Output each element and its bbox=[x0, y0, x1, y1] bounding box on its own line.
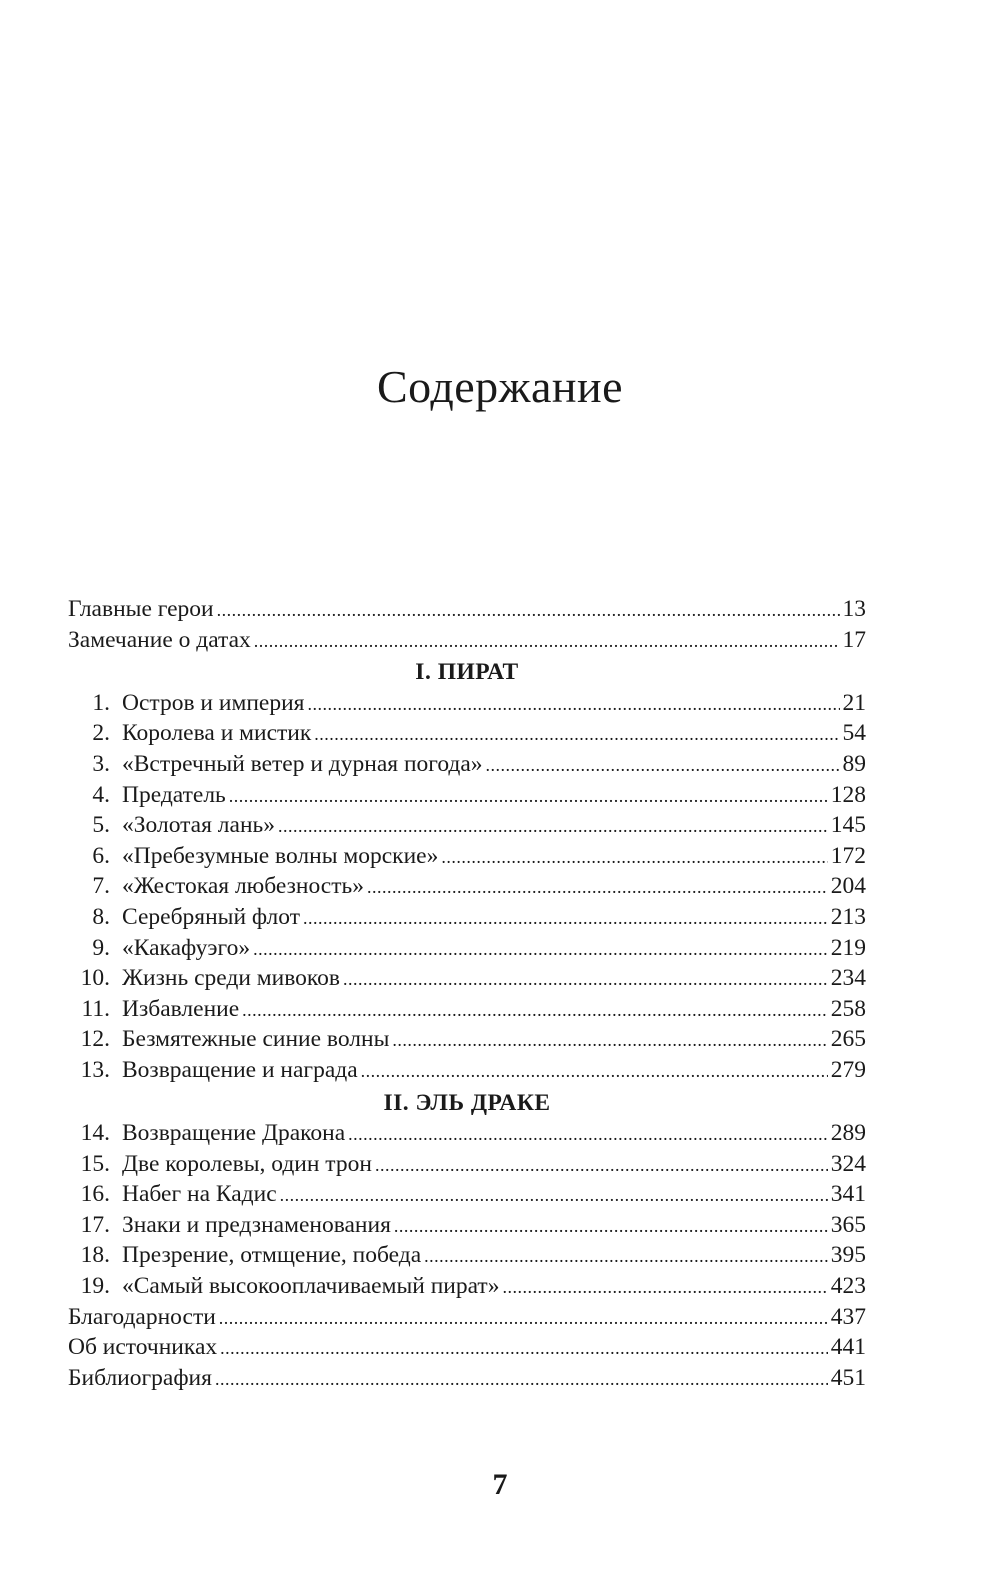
chapter-page: 234 bbox=[830, 965, 866, 992]
chapter-number: 9. bbox=[92, 934, 110, 961]
chapter-number: 10. bbox=[80, 965, 110, 992]
chapter-number: 13. bbox=[80, 1056, 110, 1083]
chapter-number: 19. bbox=[80, 1273, 110, 1300]
chapter-title: «Самый высокооплачиваемый пират» bbox=[122, 1273, 500, 1300]
chapter-title: «Золотая лань» bbox=[122, 812, 276, 839]
chapter-number: 7. bbox=[92, 873, 110, 900]
toc-chapter-row[interactable] bbox=[68, 1271, 866, 1302]
dot-leader bbox=[219, 1303, 828, 1334]
chapter-title: Знаки и предзнаменования bbox=[122, 1211, 391, 1238]
toc-chapter-row[interactable] bbox=[68, 1210, 866, 1241]
chapter-page: 423 bbox=[830, 1273, 866, 1300]
chapter-number: 11. bbox=[81, 995, 110, 1022]
chapter-number: 6. bbox=[92, 842, 110, 869]
chapter-number: 3. bbox=[92, 750, 110, 777]
toc-chapter-row[interactable] bbox=[68, 871, 866, 902]
chapter-title: Две королевы, один трон bbox=[122, 1150, 372, 1177]
toc-entry-note-on-dates[interactable] bbox=[68, 625, 866, 656]
toc-chapter-row[interactable] bbox=[68, 749, 866, 780]
toc-entry-label: Благодарности bbox=[68, 1303, 216, 1330]
chapter-page: 289 bbox=[830, 1120, 866, 1147]
chapter-title: Остров и империя bbox=[122, 689, 305, 716]
chapter-number: 18. bbox=[80, 1242, 110, 1269]
dot-leader bbox=[217, 595, 840, 626]
part-2-heading: II. ЭЛЬ ДРАКЕ bbox=[383, 1089, 551, 1116]
part-1-chapter-list bbox=[68, 688, 866, 1086]
toc-entry-label: Главные герои bbox=[68, 596, 214, 622]
dot-leader bbox=[348, 1119, 828, 1150]
chapter-page: 219 bbox=[830, 934, 866, 961]
dot-leader bbox=[220, 1333, 828, 1364]
dot-leader bbox=[375, 1150, 828, 1181]
toc-chapter-row[interactable] bbox=[68, 1055, 866, 1086]
chapter-page: 265 bbox=[830, 1026, 866, 1053]
toc-chapter-row[interactable] bbox=[68, 1149, 866, 1180]
chapter-page: 341 bbox=[830, 1181, 866, 1208]
dot-leader bbox=[361, 1056, 828, 1087]
toc-entry-label: Замечание о датах bbox=[68, 626, 251, 653]
toc-entry-main-characters[interactable] bbox=[68, 594, 866, 625]
dot-leader bbox=[278, 811, 828, 842]
dot-leader bbox=[486, 750, 840, 781]
chapter-page: 21 bbox=[842, 689, 866, 716]
dot-leader bbox=[367, 872, 828, 903]
toc-chapter-row[interactable] bbox=[68, 1240, 866, 1271]
chapter-page: 324 bbox=[830, 1150, 866, 1177]
chapter-page: 279 bbox=[830, 1056, 866, 1083]
toc-chapter-row[interactable] bbox=[68, 780, 866, 811]
chapter-page: 213 bbox=[830, 903, 866, 930]
dot-leader bbox=[392, 1025, 827, 1056]
chapter-page: 54 bbox=[842, 720, 866, 747]
toc-entry-label: Об источниках bbox=[68, 1334, 218, 1361]
chapter-number: 8. bbox=[92, 903, 110, 930]
chapter-number: 15. bbox=[80, 1150, 110, 1177]
toc-entry-acknowledgements[interactable] bbox=[68, 1302, 866, 1333]
toc-chapter-row[interactable] bbox=[68, 963, 866, 994]
toc-entry-page: 451 bbox=[830, 1364, 866, 1391]
toc-chapter-row[interactable] bbox=[68, 933, 866, 964]
toc-chapter-row[interactable] bbox=[68, 810, 866, 841]
dot-leader bbox=[229, 781, 828, 812]
chapter-number: 5. bbox=[92, 812, 110, 839]
dot-leader bbox=[253, 934, 828, 965]
chapter-title: Набег на Кадис bbox=[122, 1181, 277, 1208]
chapter-page: 204 bbox=[830, 873, 866, 900]
part-2-chapter-list bbox=[68, 1118, 866, 1302]
dot-leader bbox=[242, 995, 828, 1026]
dot-leader bbox=[441, 842, 827, 873]
dot-leader bbox=[314, 719, 839, 750]
chapter-title: «Встречный ветер и дурная погода» bbox=[122, 750, 483, 777]
chapter-page: 172 bbox=[830, 842, 866, 869]
toc-entry-page: 437 bbox=[830, 1303, 866, 1330]
toc-entry-page: 441 bbox=[830, 1334, 866, 1361]
toc-entry-bibliography[interactable] bbox=[68, 1363, 866, 1394]
toc-chapter-row[interactable] bbox=[68, 1179, 866, 1210]
part-1-heading: I. ПИРАТ bbox=[415, 659, 519, 686]
chapter-page: 395 bbox=[830, 1242, 866, 1269]
chapter-number: 17. bbox=[80, 1211, 110, 1238]
chapter-title: Избавление bbox=[122, 995, 240, 1022]
chapter-title: «Жестокая любезность» bbox=[122, 873, 364, 900]
toc-chapter-row[interactable] bbox=[68, 994, 866, 1025]
chapter-title: Предатель bbox=[122, 781, 226, 808]
dot-leader bbox=[254, 626, 840, 657]
dot-leader bbox=[424, 1241, 828, 1272]
toc-entry-page: 17 bbox=[842, 626, 866, 653]
toc-entry-sources[interactable] bbox=[68, 1332, 866, 1363]
chapter-number: 16. bbox=[80, 1181, 110, 1208]
dot-leader bbox=[343, 964, 828, 995]
chapter-title: Презрение, отмщение, победа bbox=[122, 1242, 422, 1269]
toc-chapter-row[interactable] bbox=[68, 1024, 866, 1055]
chapter-title: «Пребезумные волны морские» bbox=[122, 842, 439, 869]
chapter-page: 145 bbox=[830, 812, 866, 839]
dot-leader bbox=[394, 1211, 828, 1242]
toc-entry-page: 13 bbox=[842, 596, 866, 622]
chapter-number: 14. bbox=[80, 1120, 110, 1147]
chapter-title: Серебряный флот bbox=[122, 903, 300, 930]
toc-chapter-row[interactable] bbox=[68, 1118, 866, 1149]
chapter-number: 2. bbox=[92, 720, 110, 747]
toc-chapter-row[interactable] bbox=[68, 841, 866, 872]
toc-chapter-row[interactable] bbox=[68, 688, 866, 719]
dot-leader bbox=[307, 689, 839, 720]
chapter-page: 128 bbox=[830, 781, 866, 808]
dot-leader bbox=[303, 903, 828, 934]
chapter-number: 4. bbox=[92, 781, 110, 808]
chapter-page: 365 bbox=[830, 1211, 866, 1238]
chapter-title: Королева и мистик bbox=[122, 720, 312, 747]
chapter-title: Возвращение Дракона bbox=[122, 1120, 346, 1147]
toc-chapter-row[interactable] bbox=[68, 718, 866, 749]
chapter-page: 89 bbox=[842, 750, 866, 777]
dot-leader bbox=[502, 1272, 827, 1303]
chapter-title: «Какафуэго» bbox=[122, 934, 251, 961]
chapter-title: Возвращение и награда bbox=[122, 1056, 358, 1083]
dot-leader bbox=[215, 1364, 828, 1395]
chapter-title: Безмятежные синие волны bbox=[122, 1026, 390, 1053]
chapter-title: Жизнь среди мивоков bbox=[122, 965, 340, 992]
chapter-number: 1. bbox=[92, 689, 110, 716]
chapter-number: 12. bbox=[80, 1026, 110, 1053]
dot-leader bbox=[280, 1180, 828, 1211]
toc-entry-label: Библиография bbox=[68, 1364, 212, 1391]
toc-chapter-row[interactable] bbox=[68, 902, 866, 933]
table-of-contents bbox=[68, 594, 866, 1393]
chapter-page: 258 bbox=[830, 995, 866, 1022]
page-title: Содержание bbox=[376, 361, 624, 412]
page-number: 7 bbox=[492, 1468, 508, 1501]
